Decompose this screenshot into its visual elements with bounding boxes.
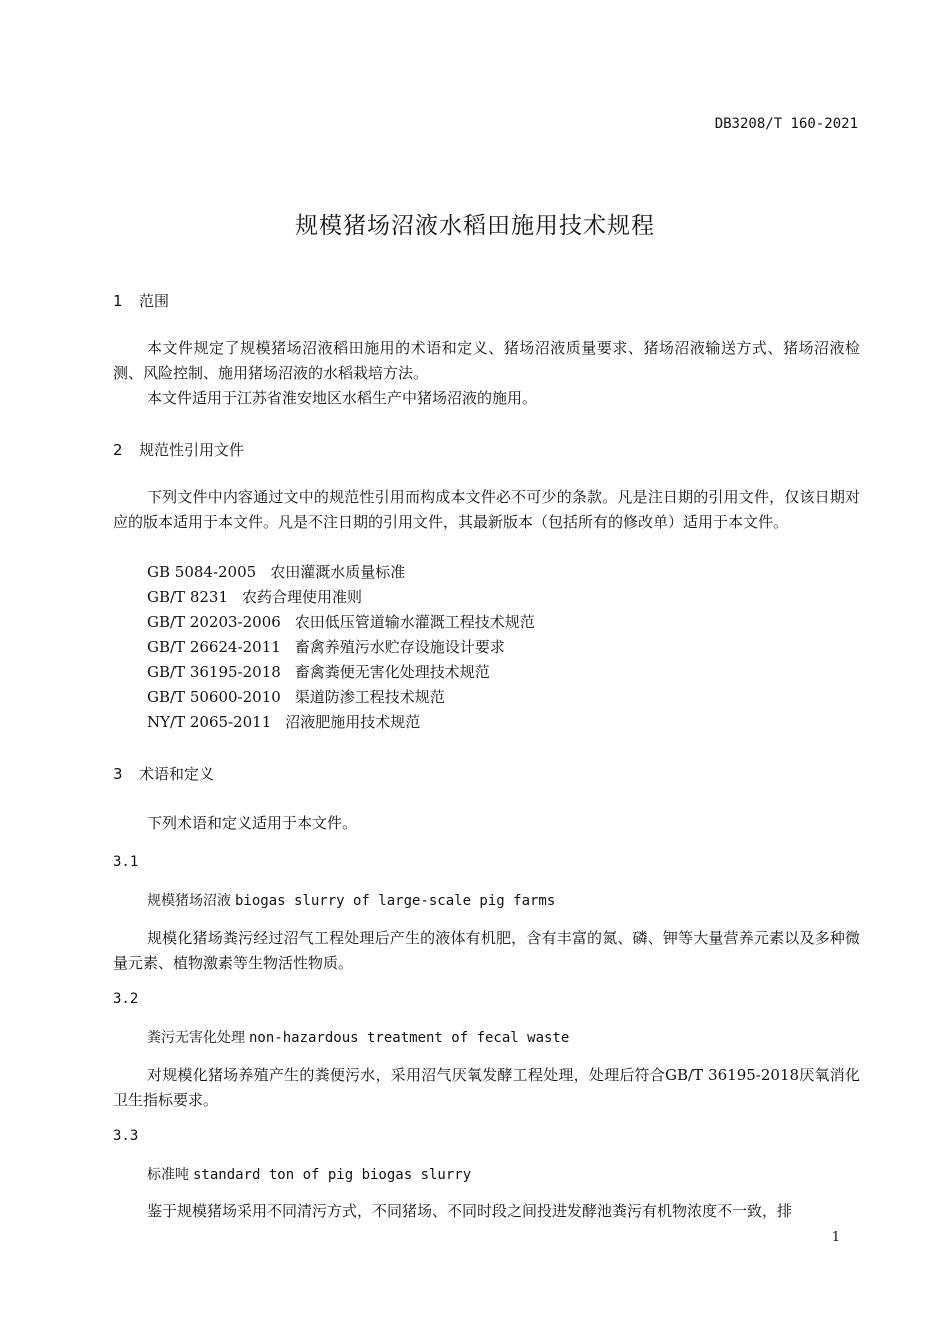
reference-item [147,585,535,610]
page-number: 1 [831,1230,840,1245]
terms-intro: 下列术语和定义适用于本文件。 [147,814,358,832]
section-heading-normative-references [113,439,244,460]
term-entry [147,890,555,910]
clause-number: 3.1 [113,854,139,870]
clause-number: 3.2 [113,991,139,1007]
scope-paragraph-1: 本文件规定了规模猪场沼液稻田施用的术语和定义、猪场沼液质量要求、猪场沼液输送方式、猪场沼液检测、风险控制、施用猪场沼液的水稻栽培方法。 [113,339,860,382]
reference-item [147,685,535,710]
section-number: 1 [113,292,123,310]
reference-list [147,560,535,735]
reference-item [147,660,535,685]
section-title: 范围 [139,292,170,310]
reference-item [147,560,535,585]
section-number: 2 [113,441,123,459]
clause-number: 3.3 [113,1128,139,1144]
reference-name: 农田低压管道输水灌溉工程技术规范 [294,613,535,631]
term-chinese: 规模猪场沼液 [147,893,231,909]
reference-code: GB/T 36195-2018 [147,663,281,681]
term-definition: 规模化猪场粪污经过沼气工程处理后产生的液体有机肥，含有丰富的氮、磷、钾等大量营养元素以及多种微量元素、植物激素等生物活性物质。 [113,929,860,972]
section-heading-terms-definitions [113,763,214,784]
reference-name: 畜禽养殖污水贮存设施设计要求 [294,638,505,656]
section-heading-scope [113,290,169,311]
term-definition: 鉴于规模猪场采用不同清污方式，不同猪场、不同时段之间投进发酵池粪污有机物浓度不一致，排 [147,1202,793,1220]
reference-code: GB/T 20203-2006 [147,613,281,631]
term-chinese: 粪污无害化处理 [147,1030,245,1046]
term-chinese: 标准吨 [147,1167,189,1183]
reference-code: GB/T 26624-2011 [147,638,281,656]
term-english: biogas slurry of large-scale pig farms [235,893,556,909]
reference-item [147,635,535,660]
document-code: DB3208/T 160-2021 [714,116,858,132]
term-entry [147,1164,471,1184]
reference-name: 沼液肥施用技术规范 [285,713,421,731]
scope-paragraph-2: 本文件适用于江苏省淮安地区水稻生产中猪场沼液的施用。 [147,389,538,407]
reference-code: GB 5084-2005 [147,563,257,581]
reference-name: 畜禽粪便无害化处理技术规范 [294,663,490,681]
reference-code: NY/T 2065-2011 [147,713,272,731]
term-definition: 对规模化猪场养殖产生的粪便污水，采用沼气厌氧发酵工程处理，处理后符合GB/T 36195-2018厌氧消化卫生指标要求。 [113,1066,860,1109]
term-english: non-hazardous treatment of fecal waste [249,1030,570,1046]
term-entry [147,1027,569,1047]
reference-code: GB/T 8231 [147,588,229,606]
document-title: 规模猪场沼液水稻田施用技术规程 [295,213,655,239]
section-number: 3 [113,765,123,783]
references-intro: 下列文件中内容通过文中的规范性引用而构成本文件必不可少的条款。凡是注日期的引用文件，仅该日期对应的版本适用于本文件。凡是不注日期的引用文件，其最新版本（包括所有的修改单）适用于本文件。 [113,488,860,531]
reference-item [147,610,535,635]
reference-name: 农田灌溉水质量标准 [270,563,406,581]
reference-item [147,710,535,735]
reference-name: 渠道防渗工程技术规范 [294,688,445,706]
section-title: 术语和定义 [139,765,215,783]
reference-code: GB/T 50600-2010 [147,688,281,706]
section-title: 规范性引用文件 [139,441,245,459]
reference-name: 农药合理使用准则 [242,588,363,606]
term-english: standard ton of pig biogas slurry [193,1167,472,1183]
